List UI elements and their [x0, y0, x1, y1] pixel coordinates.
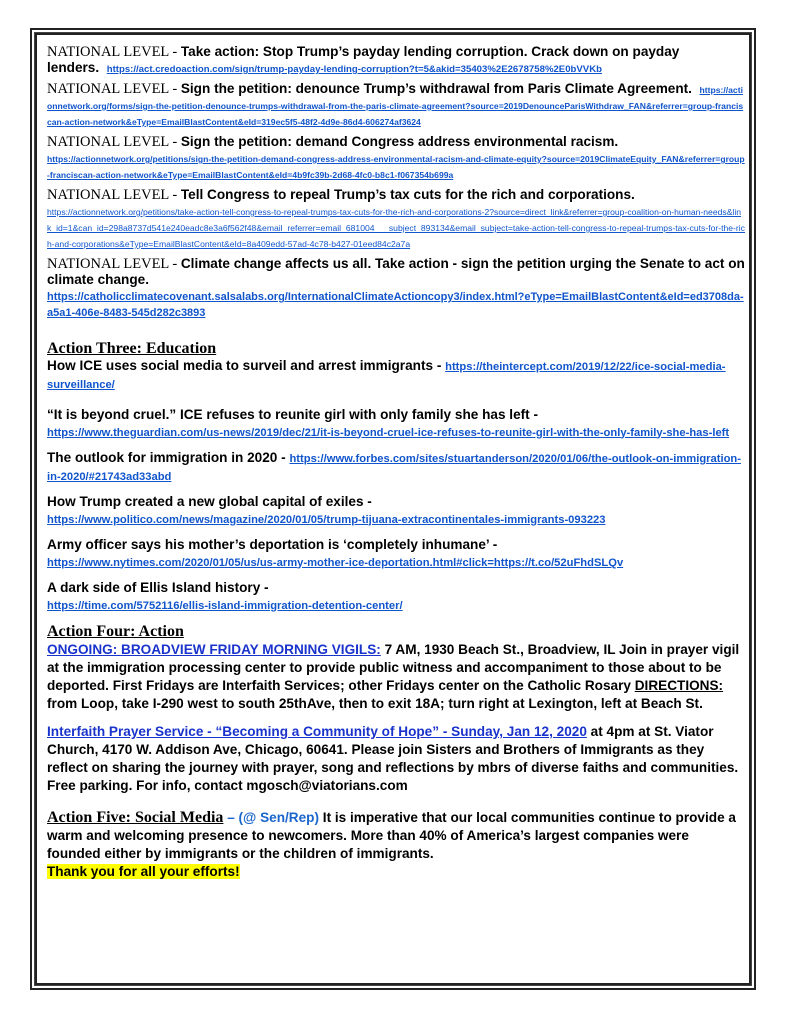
education-item: [47, 450, 745, 485]
dash: -: [168, 44, 181, 60]
education-item: [47, 494, 745, 528]
article-title: The outlook for immigration in 2020 -: [47, 450, 290, 465]
section-heading-action: Action Four: Action: [47, 623, 184, 640]
article-title: How ICE uses social media to surveil and arrest immigrants -: [47, 358, 446, 373]
article-link[interactable]: https://www.theguardian.com/us-news/2019/dec/21/it-is-beyond-cruel-ice-refuses-to-reunite-girl-with-the-only-family-she-has-left: [47, 426, 730, 439]
vigil-directions: from Loop, take I-290 west to south 25thAve, then to exit 18A; turn right at Lexington, left at Beach St.: [47, 696, 703, 711]
section-heading-social: Action Five: Social Media: [47, 809, 224, 826]
dash: -: [168, 256, 181, 272]
education-item: [47, 537, 745, 571]
education-item: [47, 580, 745, 614]
article-link[interactable]: https://www.forbes.com/sites/stuartanderson/2020/01/06/the-outlook-on-immigration-in-2020/#21743ad33abd: [47, 453, 741, 483]
action-title: Sign the petition: denounce Trump’s withdrawal from Paris Climate Agreement.: [180, 81, 692, 96]
thank-you-note: Thank you for all your efforts!: [47, 864, 240, 879]
service-link[interactable]: Interfaith Prayer Service - “Becoming a Community of Hope” - Sunday, Jan 12, 2020: [47, 724, 587, 739]
vigil-paragraph: [47, 641, 745, 713]
article-title: “It is beyond cruel.” ICE refuses to reunite girl with only family she has left -: [47, 407, 538, 422]
service-paragraph: [47, 723, 745, 795]
petition-link[interactable]: https://actionnetwork.org/petitions/sign-the-petition-demand-congress-address-environmental-racism-and-climate-equity?source=2019ClimateEquity_FAN&referrer=group-franciscan-action-network&eType=EmailBlastContent&eId=4b9fc39b-2d68-4fc0-b8c1-f067354b699a: [47, 154, 745, 180]
petition-link[interactable]: https://catholicclimatecovenant.salsalabs.org/InternationalClimateActioncopy3/index.html?eType=EmailBlastContent&eId=ed3708da-a5a1-406e-8483-545d282c3893: [47, 291, 744, 319]
article-link[interactable]: https://www.politico.com/news/magazine/2020/01/05/trump-tijuana-extracontinentales-immigrants-093223: [47, 513, 606, 526]
action-title: Take action: Stop Trump’s payday lending corruption. Crack down on payday lenders.: [47, 44, 680, 75]
level-label: NATIONAL LEVEL: [47, 44, 169, 60]
national-item-5: [47, 256, 745, 320]
petition-link[interactable]: https://act.credoaction.com/sign/trump-payday-lending-corruption?t=5&akid=35403%2E2678758%2E0bVVKb: [106, 64, 602, 75]
section-heading-education: Action Three: Education: [47, 340, 217, 357]
dash: -: [168, 134, 181, 150]
action-title: Tell Congress to repeal Trump’s tax cuts for the rich and corporations.: [180, 187, 635, 202]
article-title: How Trump created a new global capital of exiles -: [47, 494, 372, 509]
article-title: A dark side of Ellis Island history -: [47, 580, 269, 595]
article-link[interactable]: https://www.nytimes.com/2020/01/05/us/us-army-mother-ice-deportation.html#click=https://t.co/52uFhdSLQv: [47, 556, 624, 569]
action-title: Climate change affects us all. Take action - sign the petition urging the Senate to act on climate change.: [47, 256, 745, 287]
national-item-4: [47, 187, 745, 251]
article-link[interactable]: https://time.com/5752116/ellis-island-immigration-detention-center/: [47, 599, 403, 612]
action-title: Sign the petition: demand Congress address environmental racism.: [180, 134, 619, 149]
level-label: NATIONAL LEVEL: [47, 134, 169, 150]
vigil-text: 7 AM, 1930 Beach St., Broadview, IL Join in prayer vigil at the immigration processing center to provide public witness and accompaniment to those about to be deported. First Fridays are Interfaith Services; other Fridays center on the Catholic Rosary: [47, 642, 740, 693]
article-title: Army officer says his mother’s deportation is ‘completely inhumane’ -: [47, 537, 498, 552]
sen-rep-handle: – (@ Sen/Rep): [223, 810, 320, 825]
national-item-1: [47, 44, 745, 76]
social-media-paragraph: [47, 809, 745, 881]
social-text: It is imperative that our local communities continue to provide a warm and welcoming presence to newcomers. More than 40% of America’s largest companies were founded either by immigrants or the children of immigrants.: [47, 810, 736, 861]
directions-label: DIRECTIONS:: [634, 678, 724, 693]
petition-link[interactable]: https://actionnetwork.org/forms/sign-the-petition-denounce-trumps-withdrawal-from-the-paris-climate-agreement?source=2019DenounceParisWithdraw_FAN&referrer=group-franciscan-action-network&eType=EmailBlastContent&eId=319ec5f5-48f2-4d9e-86d4-606274af3624: [47, 85, 744, 127]
level-label: NATIONAL LEVEL: [47, 81, 169, 97]
national-item-3: [47, 134, 745, 182]
document-body: [47, 44, 745, 974]
dash: -: [168, 81, 181, 97]
education-item: [47, 407, 745, 441]
education-item: [47, 358, 745, 393]
level-label: NATIONAL LEVEL: [47, 256, 169, 272]
vigil-link[interactable]: ONGOING: BROADVIEW FRIDAY MORNING VIGILS:: [47, 642, 381, 657]
petition-link[interactable]: https://actionnetwork.org/petitions/take-action-tell-congress-to-repeal-trumps-tax-cuts-for-the-rich-and-corporations-2?source=direct_link&referrer=group-coalition-on-human-needs&link_id=1&can_id=298a8737d541e240eadc8e3a6f562f48&email_referrer=email_681004___subject_893134&email_subject=take-action-tell-congress-to-repeal-trumps-tax-cuts-for-the-rich-and-corporations&eType=EmailBlastContent&eId=8a409edd-57ad-4c78-b427-01eed84c2a7a: [47, 207, 745, 249]
dash: -: [168, 187, 181, 203]
level-label: NATIONAL LEVEL: [47, 187, 169, 203]
article-link[interactable]: https://theintercept.com/2019/12/22/ice-social-media-surveillance/: [47, 361, 726, 391]
national-item-2: [47, 81, 745, 129]
service-text: at 4pm at St. Viator Church, 4170 W. Addison Ave, Chicago, 60641. Please join Sisters and Brothers of Immigrants as they reflect on sharing the journey with prayer, song and reflections by mbrs of diverse faiths and communities. Free parking. For info, contact mgosch@viatorians.com: [47, 724, 739, 793]
